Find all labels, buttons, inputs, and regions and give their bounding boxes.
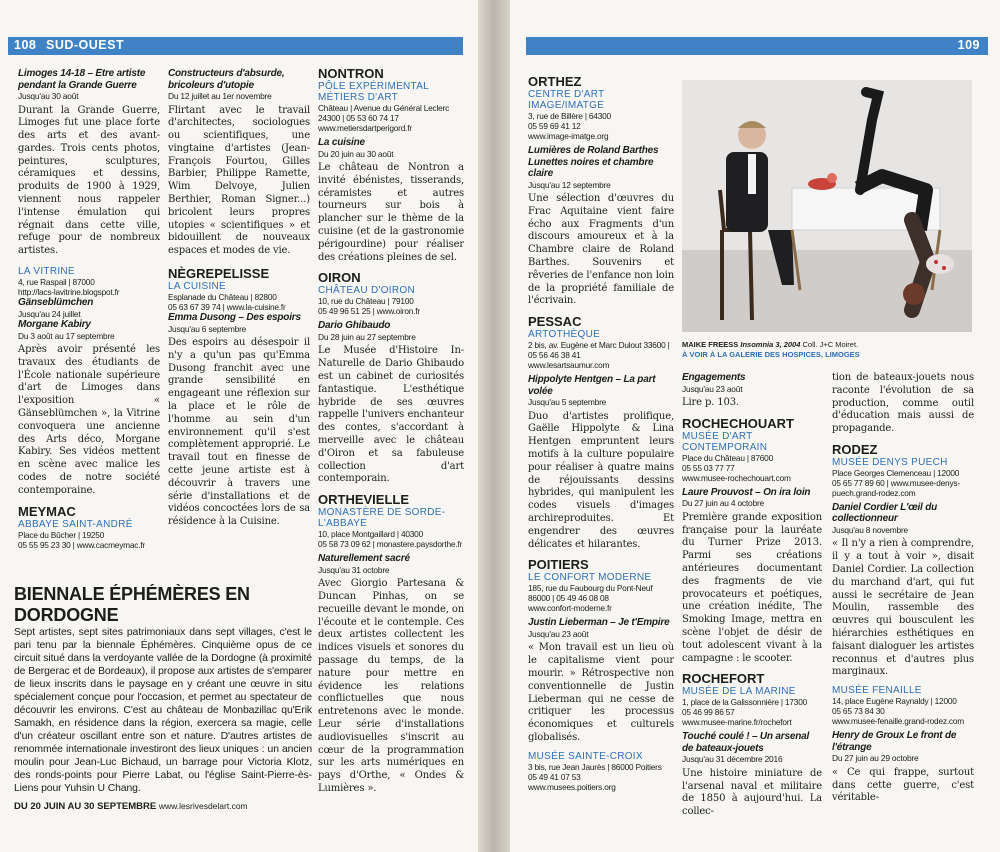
photo-caption [682, 340, 972, 350]
exhibition-text: Flirtant avec le travail d'architectes, sociologues ou scientifiques, une vingtaine d'artistes (Jean-François Fourtou, Gilles Barbier, Philippe Ramette, Wim Delvoye, Julien Berthier, Roman Signer...) bricolent leurs propres utopies « scientifiques » et bidouillent de nouveaux espaces et modes de vie. [168, 104, 310, 257]
venue-url[interactable]: www.musees.poitiers.org [528, 781, 616, 792]
venue-name: MONASTÈRE DE SORDE-L'ABBAYE [318, 507, 446, 530]
venue-url[interactable]: www.lesartsaumur.com [528, 360, 610, 371]
exhibition-text: « Ce qui frappe, surtout dans cette guerre, c'est véritable- [832, 766, 974, 804]
venue-url[interactable]: www.musee-rochechouart.com [682, 472, 791, 483]
venue-url[interactable]: www.confort-moderne.fr [528, 603, 612, 614]
exhibition-title: Henry de Groux Le front de l'étrange [832, 730, 957, 753]
exhibition-text: Lire p. 103. [682, 397, 739, 408]
city-heading: MEYMAC [18, 503, 76, 519]
left-column-2 [168, 68, 310, 573]
venue-name: MUSÉE DE LA MARINE [682, 686, 796, 698]
right-page [510, 0, 1000, 852]
exhibition-title: Hippolyte Hentgen – La part volée [528, 374, 656, 397]
exhibition-text: Des espoirs au désespoir il n'y a qu'un pas qu'Emma Dusong franchit avec une grande sensibilité en engageant une réflexion sur la place et le rôle de l'homme au sein d'un environnement qu'il s'est complètement approprié. Le travail tout en finesse de cette jeune artiste est à découvrir à travers une série d'installations et de vidéos concoctées lors de sa résidence à la Cuisine. [168, 337, 310, 528]
exhibition-text: Le château de Nontron a invité ébénistes, tisserands, céramistes et autres tourneurs sur bois à plancher sur le thème de la cuisine (et de la gastronomie périgourdine) pour réaliser des créations pleines de sel. [318, 162, 464, 263]
city-heading: ROCHEFORT [682, 671, 765, 687]
exhibition-dates: Jusqu'au 23 août [528, 628, 589, 639]
venue-address: Château | Avenue du Général Leclerc 24300 | 05 53 60 74 17 [318, 103, 450, 123]
caption-work: Insomnia 3, 2004 [740, 340, 801, 349]
exhibition-dates: Jusqu'au 31 décembre 2016 [682, 754, 783, 765]
exhibition-title: Justin Lieberman – Je t'Empire [528, 617, 670, 629]
exhibition-text: Une histoire miniature de l'arsenal naval et militaire de 1850 à aujourd'hui. La collec- [682, 767, 822, 818]
venue-name: LE CONFORT MODERNE [528, 572, 652, 584]
exhibition-dates: Jusqu'au 31 octobre [318, 564, 390, 575]
exhibition-title: Dario Ghibaudo [318, 320, 391, 332]
left-column-3 [318, 66, 464, 836]
venue-address: 4, rue Raspail | 87000 [18, 277, 95, 288]
venue-address: 14, place Eugène Raynaldy | 12000 [832, 696, 957, 707]
venue-address: 10, rue du Château | 79100 [318, 296, 414, 307]
exhibition-title: Emma Dusong – Des espoirs [168, 312, 301, 324]
biennale-title: BIENNALE ÉPHÉMÈRES EN DORDOGNE [14, 584, 250, 625]
exhibition-dates: Du 28 juin au 27 septembre [318, 331, 416, 342]
exhibition-title: La cuisine [318, 137, 365, 148]
exhibition-title: Engagements [682, 372, 746, 383]
venue-phone: 05 65 73 84 30 [832, 706, 885, 717]
city-heading: NONTRON [318, 66, 384, 81]
exhibition-dates: Jusqu'au 24 juillet [18, 308, 81, 319]
exhibition-text: Duo d'artistes prolifique, Gaëlle Hippolyte & Lina Hentgen empruntent leurs motifs à la culture populaire pour réaliser à quatre mains de réjouissants dessins hybrides, qui manipulent les codes visuels d'images archireproduites. Et engendrer des œuvres délicates et hilarantes. [528, 410, 674, 550]
venue-contact[interactable]: 05 63 67 39 74 | www.la-cuisine.fr [168, 302, 286, 313]
city-heading: OIRON [318, 270, 361, 286]
exhibition-text: tion de bateaux-jouets nous raconte l'évolution de sa production, comme outil d'éducation mais aussi de propagande. [832, 372, 974, 435]
venue-address: Place Georges Clemenceau | 12000 [832, 467, 960, 478]
left-header-band [8, 37, 463, 55]
biennale-footer [14, 801, 312, 812]
exhibition-title: Limoges 14-18 – Être artiste pendant la Grande Guerre [18, 68, 146, 91]
venue-address: 1, place de la Galissonnière | 17300 [682, 697, 808, 708]
venue-address: 10, place Montgaillard | 40300 [318, 529, 424, 540]
page-gutter [478, 0, 510, 852]
venue-contact[interactable]: 05 58 73 09 62 | monastere.paysdorthe.fr [318, 539, 463, 550]
exhibition-text: Le Musée d'Histoire In-Naturelle de Dario Ghibaudo est un cabinet de curiosités fantastique. L'esthétique hybride de ses œuvres rappelle l'univers enchanteur des contes, s'accordant à merveille avec le château d'Oiron et sa fabuleuse collection d'art contemporain. [318, 345, 464, 485]
right-column-3 [832, 372, 974, 837]
right-page-number: 109 [957, 38, 980, 52]
exhibition-dates: Du 12 juillet au 1er novembre [168, 91, 272, 101]
venue-address: 2 bis, av. Eugène et Marc Dulout 33600 | 05 56 46 38 41 [528, 340, 670, 361]
venue-url[interactable]: www.musee-fenaille.grand-rodez.com [832, 716, 965, 727]
venue-address: 3 bis, rue Jean Jaurès | 86000 Poitiers [528, 761, 662, 772]
exhibition-text: Une sélection d'œuvres du Frac Aquitaine vient faire écho aux Fragments d'un discours amoureux et à la Chambre claire de Roland Barthes. Souvenirs et rêveries de l'enfance non loin de la propriété familiale de l'écrivain. [528, 193, 674, 307]
venue-name: MUSÉE SAINTE-CROIX [528, 750, 643, 762]
venue-phone: 05 59 69 41 12 [528, 121, 581, 131]
exhibition-dates: Du 3 août au 17 septembre [18, 330, 115, 341]
photo-caption-link [682, 350, 972, 360]
venue-name: ARTOTHÈQUE [528, 329, 601, 341]
venue-phone: 05 55 03 77 77 [682, 462, 735, 473]
venue-url[interactable]: http://lacs-lavitrine.blogspot.fr [18, 287, 120, 298]
venue-name: MUSÉE DENYS PUECH [832, 456, 948, 468]
exhibition-dates: Du 27 juin au 29 octobre [832, 753, 919, 764]
city-heading: ORTHEVIELLE [318, 492, 410, 508]
left-page-number: 108 [14, 38, 37, 52]
venue-name: ABBAYE SAINT-ANDRÉ [18, 518, 133, 530]
venue-name: CENTRE D'ART IMAGE/IMATGE [528, 89, 605, 111]
exhibition-dates: Du 27 juin au 4 octobre [682, 498, 765, 509]
exhibition-text: « Il n'y a rien à comprendre, il y a tout à voir », disait Daniel Cordier. La collection du marchand d'art, qui fut aussi le secrétaire de Jean Moulin, rassemble des œuvres qui bousculent les hiérarchies esthétiques en faisant dialoguer les artistes reconnus et d'autres plus marginaux. [832, 538, 974, 678]
exhibition-title: Morgane Kabiry [18, 319, 91, 331]
venue-address: 185, rue du Faubourg du Pont-Neuf 86000 | 05 49 46 08 08 [528, 583, 653, 604]
right-column-1 [528, 74, 674, 834]
right-column-2 [682, 372, 822, 837]
venue-name: CHÂTEAU D'OIRON [318, 285, 415, 297]
city-heading: ORTHEZ [528, 74, 582, 89]
artwork-photo-image [682, 80, 972, 332]
venue-phone: 05 49 41 07 53 [528, 771, 581, 782]
venue-url[interactable]: www.musee-marine.fr/rochefort [682, 717, 792, 728]
artwork-photo [682, 80, 972, 359]
city-heading: ROCHECHOUART [682, 415, 794, 431]
venue-address: 3, rue de Billère | 64300 [528, 111, 611, 121]
city-heading: NÈGREPELISSE [168, 266, 270, 282]
exhibition-dates: Jusqu'au 12 septembre [528, 179, 611, 190]
left-column-1 [18, 68, 160, 573]
exhibition-dates: Jusqu'au 23 août [682, 383, 743, 394]
city-heading: PESSAC [528, 314, 582, 330]
biennale-box [14, 584, 312, 824]
exhibition-text: Durant la Grande Guerre, Limoges fut une place forte des arts et des avant-gardes. Trois cents photos, peintures, sculptures, céramiques et dessins, produits de 1900 à 1929, viennent nous rappeler l'intense émulation qui régnait dans cette ville, refuge pour de nombreux artistes. [18, 104, 160, 257]
venue-address: Place du Château | 87600 [682, 452, 773, 463]
venue-name: LA VITRINE [18, 266, 75, 278]
exhibition-dates: Jusqu'au 30 août [18, 91, 79, 101]
exhibition-text: Après avoir présenté les travaux des étudiants de l'École nationale supérieure d'art de Limoges dans l'exposition « Gänseblümchen », la Vitrine convoquera une ancienne des Arts déco, Morgane Kabiry. Ses vidéos mettent en scène avec malice les codes de notre société contemporaine. [18, 344, 160, 496]
exhibition-title: Daniel Cordier L'œil du collectionneur [832, 501, 938, 525]
exhibition-title: Touché coulé ! – Un arsenal de bateaux-jouets [682, 731, 810, 754]
exhibition-text: « Mon travail est un lieu où le capitalisme vient pour mourir. » Rétrospective non conventionnelle de Justin Lieberman qui ne cesse de critiquer les processus économiques et culturels globalisés. [528, 642, 674, 744]
right-header-band [526, 37, 988, 55]
left-page [0, 0, 478, 852]
venue-name: LA CUISINE [168, 281, 227, 293]
venue-name: PÔLE EXPÉRIMENTAL MÉTIERS D'ART [318, 81, 429, 103]
city-heading: RODEZ [832, 441, 878, 457]
biennale-text: Sept artistes, sept sites patrimoniaux dans sept villages, c'est le pari tenu par la biennale Éphémères. Cinquième opus de ce circuit situé dans la verdoyante vallée de la Dordogne (à proximité de Bergerac et de Bordeaux), il propose aux artistes de s'emparer de lieux inscrits dans le paysage en y créant une œuvre in situ spécialement conçue pour l'occasion, et permet au spectateur de découvrir les environs. C'est au château de Monbazillac qu'Erik Samakh, en résidence dans la région, exercera sa magie, celle d'un créateur oscillant entre son et nature. D'autres artistes de renommée internationale investiront des lieux uniques : un ancien moulin pour Jean-Luc Bichaud, un barrage pour Victoria Klotz, des ronds-points pour Pierre Labat, ou l'église Saint-Pierre-ès-Liens pour Yuhsin U Chang. [14, 627, 312, 794]
exhibition-dates: Jusqu'au 5 septembre [528, 397, 607, 408]
exhibition-text: Première grande exposition française pour la lauréate du Turner Prize 2013. Parmi ses créations antérieures documentant des fragments de vie provocateurs et poétiques, une création inédite, The Smoking Image, mettra en scène l'objet de désir de tout adolescent vivant à la campagne : le scooter. [682, 511, 822, 664]
venue-url[interactable]: www.metiersdartperigord.fr [318, 123, 412, 133]
caption-link-text: À VOIR À LA GALERIE DES HOSPICES, LIMOGES [682, 349, 860, 359]
caption-artist: MAIKE FREESS [682, 340, 739, 349]
exhibition-dates: Jusqu'au 8 novembre [832, 524, 909, 535]
venue-address: Place du Bûcher | 19250 [18, 529, 105, 540]
city-heading: POITIERS [528, 557, 589, 573]
caption-credit: Coll. J+C Moiret. [802, 340, 859, 349]
biennale-dates: DU 20 JUIN AU 30 SEPTEMBRE [14, 801, 157, 812]
exhibition-dates: Du 20 juin au 30 août [318, 148, 394, 159]
exhibition-text: Avec Giorgio Partesana & Duncan Pinhas, on se recueille devant le monde, on l'écoute et le contemple. Ces deux artistes collectent les indices visuels et sonores du passage du temps, de la nature pour mettre en évidence les relations conflictuelles que nous entretenons avec le monde. Leur série d'installations audiovisuelles s'inscrit au cœur de la programmation sur les arts numériques en pays d'Orthe, « Ondes & Lumières ». [318, 578, 464, 794]
biennale-url[interactable]: www.lesrivesdelart.com [158, 801, 248, 811]
venue-contact[interactable]: 05 49 96 51 25 | www.oiron.fr [318, 306, 420, 317]
exhibition-title: Constructeurs d'absurde, bricoleurs d'utopie [168, 68, 285, 91]
venue-contact[interactable]: 05 65 77 89 60 | www.musee-denys-puech.grand-rodez.com [832, 477, 960, 498]
venue-name: MUSÉE FENAILLE [832, 685, 922, 697]
venue-url[interactable]: www.image-imatge.org [528, 131, 609, 141]
venue-contact[interactable]: 05 55 95 23 30 | www.cacmeymac.fr [18, 539, 145, 550]
exhibition-title: Naturellement sacré [318, 553, 410, 565]
venue-address: Esplanade du Château | 82800 [168, 292, 277, 303]
exhibition-dates: Jusqu'au 6 septembre [168, 323, 247, 334]
venue-name: MUSÉE D'ART CONTEMPORAIN [682, 430, 768, 453]
venue-phone: 05 46 99 86 57 [682, 707, 735, 718]
exhibition-title: Lumières de Roland Barthes Lunettes noires et chambre claire [528, 145, 659, 179]
exhibition-title: Gänseblümchen [18, 297, 94, 309]
section-title: SUD-OUEST [46, 38, 125, 52]
exhibition-title: Laure Prouvost – On ira loin [682, 486, 811, 498]
